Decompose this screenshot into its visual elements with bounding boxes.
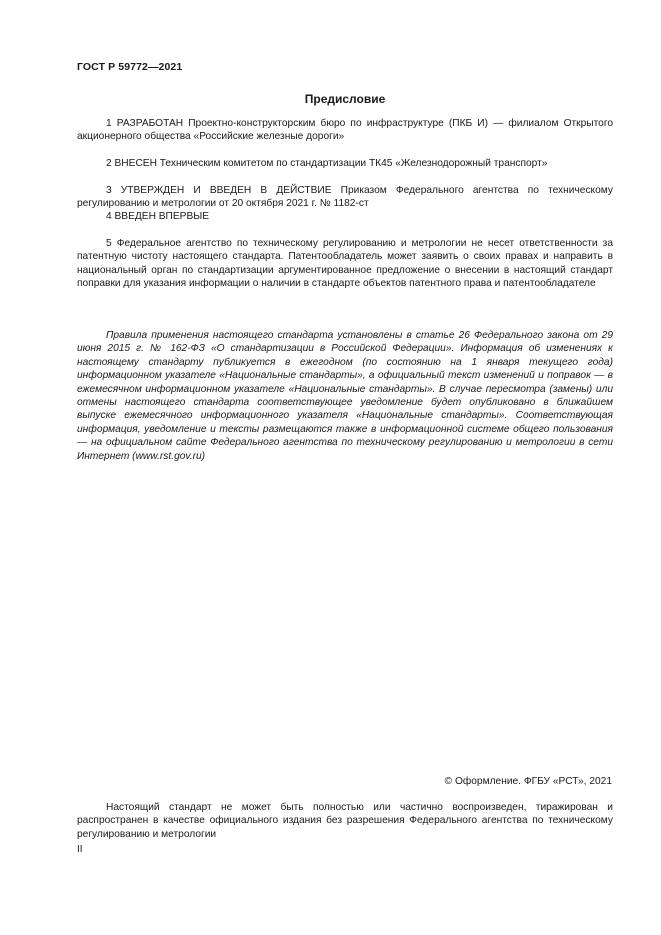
paragraph-patent-note: 5 Федеральное агентство по техническому регулированию и метрологии не несет ответственности за патентную чистоту настоящего стандарта. Патентообладатель может заявить о своих правах и направить в национальный орган по стандартизации аргументированное предложение о внесении в настоящий стандарт поправки для указания информации о наличии в стандарте объектов патентного права и патентообладателе bbox=[77, 238, 613, 290]
paragraph-introduced-by: 2 ВНЕСЕН Техническим комитетом по стандартизации ТК45 «Железнодорожный транспорт» bbox=[106, 158, 548, 169]
paragraph-approved: 3 УТВЕРЖДЕН И ВВЕДЕН В ДЕЙСТВИЕ Приказом Федерального агентства по техническому регулированию и метрологии от 20 октября 2021 г. № 1182-ст bbox=[77, 185, 613, 210]
reproduction-restriction-note: Настоящий стандарт не может быть полностью или частично воспроизведен, тиражирован и распространен в качестве официального издания без разрешения Федерального агентства по техническому регулированию и метрологии bbox=[77, 802, 613, 840]
copyright-line: © Оформление. ФГБУ «РСТ», 2021 bbox=[444, 776, 612, 787]
paragraph-first-introduced: 4 ВВЕДЕН ВПЕРВЫЕ bbox=[106, 211, 210, 222]
document-code-header: ГОСТ Р 59772—2021 bbox=[77, 61, 183, 73]
rules-of-application-note: Правила применения настоящего стандарта установлены в статье 26 Федерального закона от 29 июня 2015 г. № 162-ФЗ «О стандартизации в Российской Федерации». Информация об изменениях к настоящему стандарту публикуется в ежегодном (по состоянию на 1 января текущего года) информационном указателе «Национальные стандарты», а официальный текст изменений и поправок — в ежемесячном информационном указателе «Национальные стандарты». В случае пересмотра (замены) или отмены настоящего стандарта соответствующее уведомление будет опубликовано в ближайшем выпуске ежемесячного информационного указателя «Национальные стандарты». Соответствующая информация, уведомление и тексты размещаются также в информационной системе общего пользования — на официальном сайте Федерального агентства по техническому регулированию и метрологии в сети Интернет (www.rst.gov.ru) bbox=[77, 330, 613, 462]
paragraph-developed-by: 1 РАЗРАБОТАН Проектно-конструкторским бюро по инфраструктуре (ПКБ И) — филиалом Открытого акционерного общества «Российские железные дороги» bbox=[77, 118, 613, 143]
section-title: Предисловие bbox=[304, 92, 386, 106]
page-number: II bbox=[77, 844, 83, 855]
